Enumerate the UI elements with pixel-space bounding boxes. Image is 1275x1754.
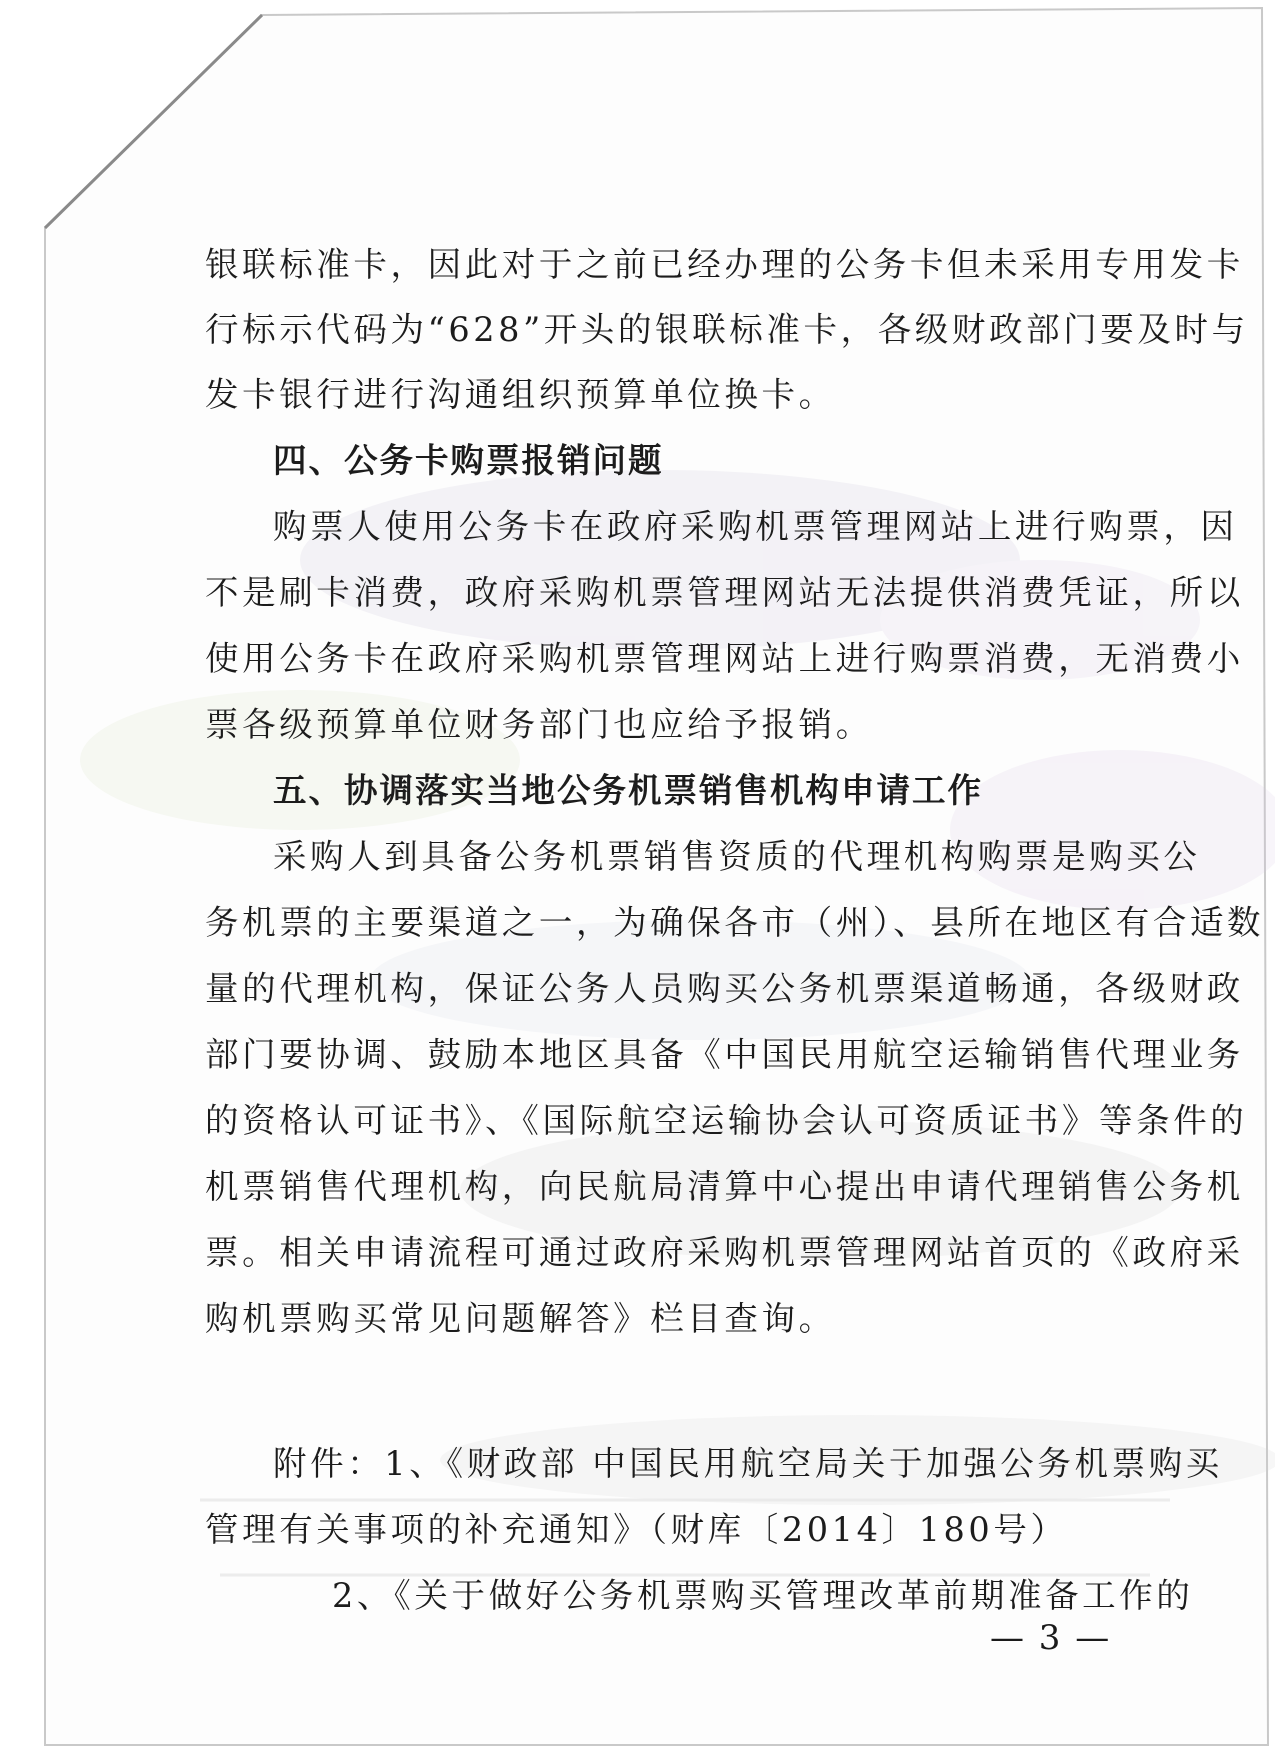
text-line: 使用公务卡在政府采购机票管理网站上进行购票消费，无消费小 bbox=[205, 639, 1244, 678]
attachment-line: 附件：1、《财政部 中国民用航空局关于加强公务机票购买 bbox=[273, 1444, 1223, 1483]
section-heading-5: 五、协调落实当地公务机票销售机构申请工作 bbox=[273, 771, 983, 810]
text-line: 票各级预算单位财务部门也应给予报销。 bbox=[205, 705, 873, 744]
text-line: 购机票购买常见问题解答》栏目查询。 bbox=[205, 1299, 836, 1338]
section-heading-4: 四、公务卡购票报销问题 bbox=[273, 441, 664, 480]
text-line: 量的代理机构，保证公务人员购买公务机票渠道畅通，各级财政 bbox=[205, 969, 1244, 1008]
text-line: 机票销售代理机构，向民航局清算中心提出申请代理销售公务机 bbox=[205, 1167, 1244, 1206]
text-line: 不是刷卡消费，政府采购机票管理网站无法提供消费凭证，所以 bbox=[205, 573, 1244, 612]
text-line: 务机票的主要渠道之一，为确保各市（州）、县所在地区有合适数 bbox=[205, 903, 1265, 942]
text-line: 票。相关申请流程可通过政府采购机票管理网站首页的《政府采 bbox=[205, 1233, 1244, 1272]
attachment-line: 管理有关事项的补充通知》（财库〔2014〕180号） bbox=[205, 1510, 1068, 1549]
text-line: 购票人使用公务卡在政府采购机票管理网站上进行购票，因 bbox=[273, 507, 1238, 546]
text-line: 采购人到具备公务机票销售资质的代理机构购票是购买公 bbox=[273, 837, 1201, 876]
attachment-item-2: 2、《关于做好公务机票购买管理改革前期准备工作的 bbox=[332, 1576, 1194, 1615]
text-line: 行标示代码为“628”开头的银联标准卡，各级财政部门要及时与 bbox=[205, 310, 1249, 349]
text-line: 银联标准卡，因此对于之前已经办理的公务卡但未采用专用发卡 bbox=[205, 245, 1244, 284]
text-line: 的资格认可证书》、《国际航空运输协会认可资质证书》等条件的 bbox=[205, 1101, 1248, 1140]
text-line: 部门要协调、鼓励本地区具备《中国民用航空运输销售代理业务 bbox=[205, 1035, 1244, 1074]
page-number: — 3 — bbox=[990, 1618, 1112, 1658]
text-line: 发卡银行进行沟通组织预算单位换卡。 bbox=[205, 375, 836, 414]
